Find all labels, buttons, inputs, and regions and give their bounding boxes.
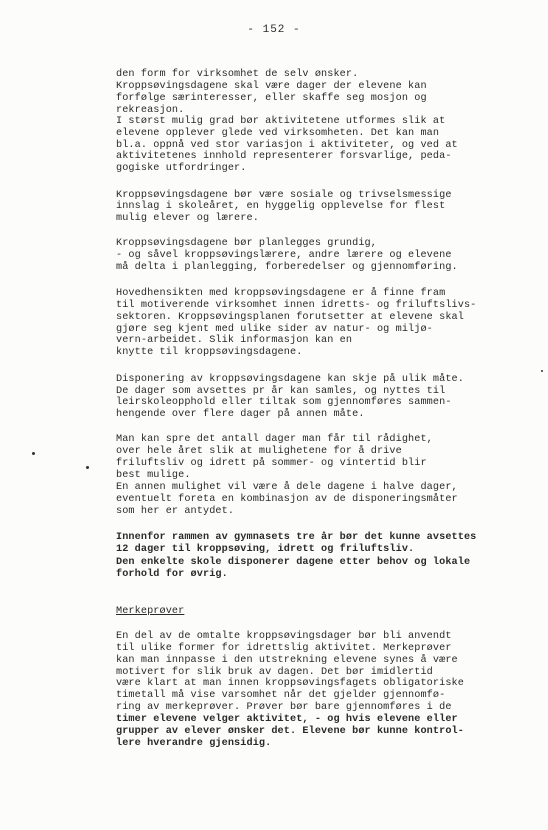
text-line: eventuelt foreta en kombinasjon av de disponeringsmåter	[116, 494, 458, 505]
text-line: knytte til kroppsøvingsdagene.	[116, 347, 303, 358]
text-line: mulig elever og lærere.	[116, 213, 259, 224]
text-line: I størst mulig grad bør aktivitetene utformes slik at	[116, 116, 446, 127]
text-line: timetall må vise varsomhet når det gjelder gjennomfø-	[116, 690, 446, 701]
text-line: gogiske utfordringer.	[116, 163, 247, 174]
text-line: forfølge særinteresser, eller skaffe seg mosjon og	[116, 93, 427, 104]
text-line: Man kan spre det antall dager man får til rådighet,	[116, 434, 433, 445]
text-line: Hovedhensikten med kroppsøvingsdagene er å finne fram	[116, 288, 446, 299]
text-line: til ulike former for idrettslig aktivitet. Merkeprøver	[116, 643, 452, 654]
text-line: kan man innpasse i den utstrekning elevene synes å være	[116, 655, 458, 666]
text-line: være klart at man innen kroppsøvingsfagets obligatoriske	[116, 678, 464, 689]
text-line: bl.a. oppnå ved stor variasjon i aktiviteter, og ved at	[116, 140, 458, 151]
text-line: En del av de omtalte kroppsøvingsdager bør bli anvendt	[116, 631, 452, 642]
text-line: Disponering av kroppsøvingsdagene kan skje på ulik måte.	[116, 374, 464, 385]
text-line: til motiverende virksomhet innen idretts- og friluftslivs-	[116, 300, 477, 311]
text-line: den form for virksomhet de selv ønsker.	[116, 69, 359, 80]
text-line: elevene opplever glede ved virksomheten. Det kan man	[116, 128, 440, 139]
text-line: ring av merkeprøver. Prøver bør bare gjennomføres i de	[116, 702, 452, 713]
text-line: Kroppsøvingsdagene skal være dager der elevene kan	[116, 81, 427, 92]
section-heading: Merkeprøver	[116, 606, 185, 617]
text-line: 12 dager til kroppsøving, idrett og friluftsliv.	[116, 544, 415, 555]
text-line: aktivitetenes innhold representerer forsvarlige, peda-	[116, 151, 452, 162]
text-line: sektoren. Kroppsøvingsplanen forutsetter at elevene skal	[116, 312, 464, 323]
text-line: innslag i skoleåret, en hyggelig opplevelse for flest	[116, 201, 446, 212]
text-line: best mulige.	[116, 470, 191, 481]
text-line: gjøre seg kjent med ulike sider av natur- og miljø-	[116, 324, 433, 335]
text-line: motivert for slik bruk av dagen. Det bør imidlertid	[116, 667, 433, 678]
margin-mark	[541, 370, 543, 372]
text-line: friluftsliv og idrett på sommer- og vintertid blir	[116, 458, 427, 469]
text-line: timer elevene velger aktivitet, - og hvis elevene eller	[116, 714, 458, 725]
text-line: En annen mulighet vil være å dele dagene i halve dager,	[116, 482, 458, 493]
text-line: De dager som avsettes pr år kan samles, og nyttes til	[116, 386, 446, 397]
page-number: - 152 -	[247, 24, 301, 36]
text-line: rekreasjon.	[116, 105, 185, 116]
text-line: Kroppsøvingsdagene bør være sosiale og trivselsmessige	[116, 190, 452, 201]
text-line: leirskoleopphold eller tiltak som gjennomføres sammen-	[116, 397, 452, 408]
text-line: Kroppsøvingsdagene bør planlegges grundig,	[116, 238, 377, 249]
text-line: over hele året slik at mulighetene for å drive	[116, 446, 402, 457]
text-line: forhold for øvrig.	[116, 569, 228, 580]
text-line: som her er antydet.	[116, 506, 235, 517]
text-line: må delta i planlegging, forberedelser og gjennomføring.	[116, 262, 458, 273]
text-line: grupper av elever ønsker det. Elevene bør kunne kontrol-	[116, 726, 464, 737]
text-line: Den enkelte skole disponerer dagene etter behov og lokale	[116, 557, 471, 568]
text-line: hengende over flere dager på annen måte.	[116, 409, 365, 420]
margin-mark	[32, 452, 35, 455]
margin-mark	[86, 466, 89, 469]
text-line: Innenfor rammen av gymnasets tre år bør det kunne avsettes	[116, 532, 477, 543]
text-line: - og såvel kroppsøvingslærere, andre lærere og elevene	[116, 250, 452, 261]
text-line: lere hverandre gjensidig.	[116, 738, 272, 749]
text-line: vern-arbeidet. Slik informasjon kan en	[116, 335, 353, 346]
